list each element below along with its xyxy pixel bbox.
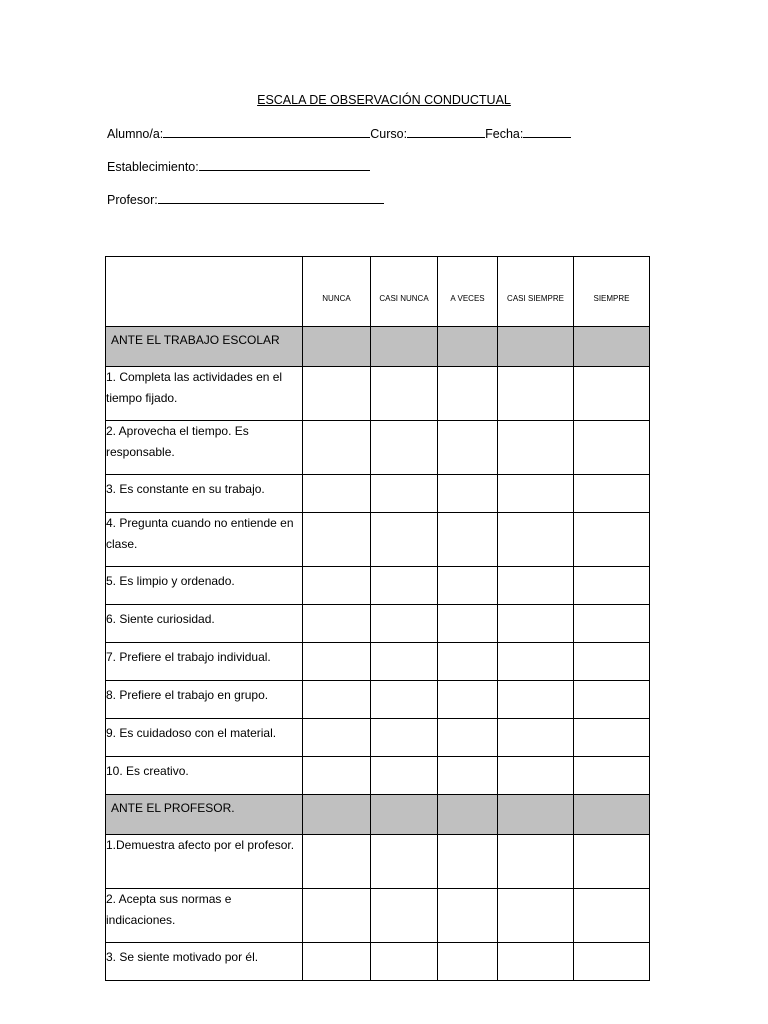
section-header-row [106, 327, 650, 367]
rating-cell[interactable] [574, 681, 650, 719]
page-title: ESCALA DE OBSERVACIÓN CONDUCTUAL [257, 93, 511, 107]
section-header-row [106, 795, 650, 835]
establecimiento-field[interactable] [199, 159, 370, 171]
item-label: 1.Demuestra afecto por el profesor. [106, 835, 303, 889]
rating-cell[interactable] [498, 475, 574, 513]
rating-cell[interactable] [498, 643, 574, 681]
header-row-establecimiento [107, 159, 370, 174]
rating-cell[interactable] [438, 835, 498, 889]
table-row [106, 943, 650, 981]
rating-cell[interactable] [574, 421, 650, 475]
section-empty-cell [438, 327, 498, 367]
section-empty-cell [438, 795, 498, 835]
rating-cell[interactable] [303, 719, 371, 757]
rating-cell[interactable] [498, 567, 574, 605]
item-label: 8. Prefiere el trabajo en grupo. [106, 681, 303, 719]
profesor-label: Profesor: [107, 193, 158, 207]
rating-cell[interactable] [303, 421, 371, 475]
rating-cell[interactable] [498, 889, 574, 943]
rating-cell[interactable] [371, 567, 438, 605]
rating-cell[interactable] [498, 605, 574, 643]
rating-cell[interactable] [371, 475, 438, 513]
table-row [106, 367, 650, 421]
rating-cell[interactable] [574, 719, 650, 757]
rating-cell[interactable] [371, 643, 438, 681]
section-empty-cell [574, 795, 650, 835]
header-row-profesor [107, 192, 384, 207]
rating-cell[interactable] [498, 835, 574, 889]
rating-cell[interactable] [371, 681, 438, 719]
rating-cell[interactable] [438, 567, 498, 605]
rating-cell[interactable] [498, 367, 574, 421]
rating-cell[interactable] [438, 943, 498, 981]
rating-cell[interactable] [303, 367, 371, 421]
rating-cell[interactable] [303, 757, 371, 795]
rating-cell[interactable] [303, 943, 371, 981]
section-empty-cell [574, 327, 650, 367]
rating-cell[interactable] [371, 605, 438, 643]
column-header: A VECES [438, 257, 498, 327]
rating-cell[interactable] [438, 757, 498, 795]
observation-table [105, 256, 650, 981]
section-title: ANTE EL TRABAJO ESCOLAR [106, 327, 303, 367]
rating-cell[interactable] [574, 757, 650, 795]
table-row [106, 835, 650, 889]
rating-cell[interactable] [371, 421, 438, 475]
section-empty-cell [498, 795, 574, 835]
rating-cell[interactable] [303, 475, 371, 513]
table-row [106, 643, 650, 681]
table-row [106, 719, 650, 757]
item-label: 1. Completa las actividades en el tiempo fijado. [106, 367, 303, 421]
rating-cell[interactable] [438, 605, 498, 643]
rating-cell[interactable] [574, 513, 650, 567]
rating-cell[interactable] [371, 943, 438, 981]
item-label: 6. Siente curiosidad. [106, 605, 303, 643]
section-empty-cell [303, 795, 371, 835]
rating-cell[interactable] [498, 421, 574, 475]
table-row [106, 421, 650, 475]
rating-cell[interactable] [303, 681, 371, 719]
rating-cell[interactable] [303, 605, 371, 643]
item-label: 3. Es constante en su trabajo. [106, 475, 303, 513]
fecha-field[interactable] [523, 126, 571, 138]
profesor-field[interactable] [158, 192, 384, 204]
rating-cell[interactable] [438, 643, 498, 681]
rating-cell[interactable] [303, 835, 371, 889]
table-row [106, 475, 650, 513]
table-row [106, 681, 650, 719]
rating-cell[interactable] [498, 719, 574, 757]
rating-cell[interactable] [303, 643, 371, 681]
section-empty-cell [371, 795, 438, 835]
item-label: 2. Aprovecha el tiempo. Es responsable. [106, 421, 303, 475]
item-label: 7. Prefiere el trabajo individual. [106, 643, 303, 681]
item-label: 9. Es cuidadoso con el material. [106, 719, 303, 757]
rating-cell[interactable] [371, 719, 438, 757]
establecimiento-label: Establecimiento: [107, 160, 199, 174]
fecha-label: Fecha: [485, 127, 524, 141]
item-label: 3. Se siente motivado por él. [106, 943, 303, 981]
table-row [106, 567, 650, 605]
item-label: 10. Es creativo. [106, 757, 303, 795]
rating-cell[interactable] [438, 367, 498, 421]
rating-cell[interactable] [438, 475, 498, 513]
section-empty-cell [371, 327, 438, 367]
alumno-label: Alumno/a: [107, 127, 164, 141]
rating-cell[interactable] [574, 605, 650, 643]
item-label: 5. Es limpio y ordenado. [106, 567, 303, 605]
rating-cell[interactable] [574, 943, 650, 981]
section-empty-cell [498, 327, 574, 367]
rating-cell[interactable] [498, 757, 574, 795]
rating-cell[interactable] [303, 513, 371, 567]
rating-cell[interactable] [371, 835, 438, 889]
rating-cell[interactable] [371, 757, 438, 795]
column-header: SIEMPRE [574, 257, 650, 327]
curso-label: Curso: [370, 127, 408, 141]
section-title: ANTE EL PROFESOR. [106, 795, 303, 835]
item-label: 4. Pregunta cuando no entiende en clase. [106, 513, 303, 567]
rating-cell[interactable] [303, 567, 371, 605]
table-row [106, 889, 650, 943]
rating-cell[interactable] [574, 643, 650, 681]
rating-cell[interactable] [498, 681, 574, 719]
rating-cell[interactable] [303, 889, 371, 943]
rating-cell[interactable] [574, 889, 650, 943]
column-header: CASI NUNCA [371, 257, 438, 327]
header-empty-cell [106, 257, 303, 327]
table-header-row [106, 257, 650, 327]
rating-cell[interactable] [371, 367, 438, 421]
rating-cell[interactable] [498, 513, 574, 567]
rating-cell[interactable] [438, 889, 498, 943]
rating-cell[interactable] [371, 889, 438, 943]
rating-cell[interactable] [574, 567, 650, 605]
alumno-field[interactable] [163, 126, 370, 138]
rating-cell[interactable] [438, 513, 498, 567]
rating-cell[interactable] [574, 367, 650, 421]
rating-cell[interactable] [438, 421, 498, 475]
table-row [106, 513, 650, 567]
header-row-alumno [107, 126, 571, 141]
item-label: 2. Acepta sus normas e indicaciones. [106, 889, 303, 943]
column-header: NUNCA [303, 257, 371, 327]
rating-cell[interactable] [371, 513, 438, 567]
rating-cell[interactable] [574, 475, 650, 513]
table-row [106, 757, 650, 795]
table-row [106, 605, 650, 643]
rating-cell[interactable] [498, 943, 574, 981]
curso-field[interactable] [407, 126, 485, 138]
rating-cell[interactable] [574, 835, 650, 889]
rating-cell[interactable] [438, 719, 498, 757]
rating-cell[interactable] [438, 681, 498, 719]
section-empty-cell [303, 327, 371, 367]
column-header: CASI SIEMPRE [498, 257, 574, 327]
